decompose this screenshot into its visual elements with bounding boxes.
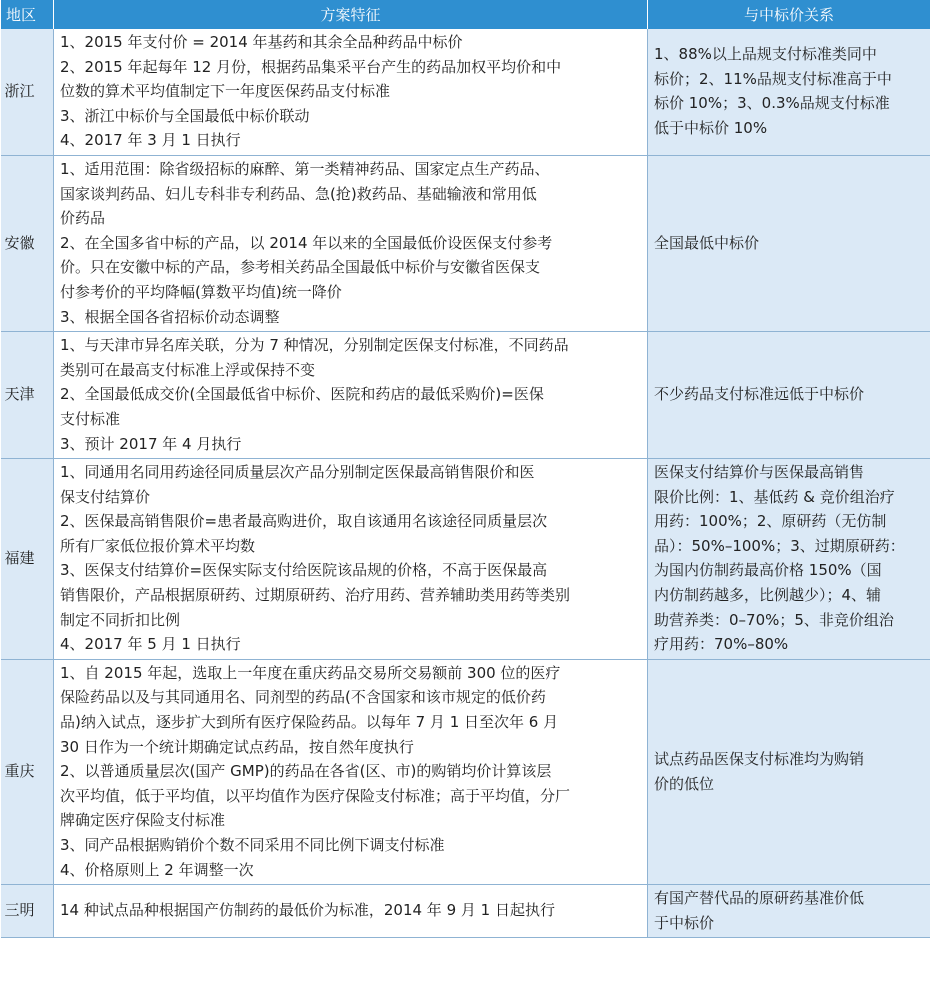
scheme-line: 类别可在最高支付标准上浮或保持不变: [60, 360, 316, 379]
scheme-line: 2、全国最低成交价(全国最低省中标价、医院和药店的最低采购价)=医保: [60, 385, 544, 404]
scheme-line: 2、在全国多省中标的产品，以 2014 年以来的全国最低价设医保支付参考: [60, 233, 553, 252]
scheme-line: 3、同产品根据购销价个数不同采用不同比例下调支付标准: [60, 836, 445, 854]
table-row: [1, 332, 930, 459]
relation-line: 限价比例：1、基低药 & 竞价组治疗: [654, 487, 895, 506]
relation-line: 品）：50%–100%；3、过期原研药：: [654, 536, 905, 555]
relation-line: 标价；2、11%品规支付标准高于中: [654, 69, 892, 88]
relation-cell: [648, 332, 930, 459]
relation-line: 1、88%以上品规支付标准类同中: [654, 45, 877, 64]
table-row: [1, 29, 930, 155]
relation-cell: [648, 29, 930, 155]
relation-line: 助营养类：0–70%；5、非竞价组治: [654, 610, 894, 629]
scheme-line: 1、与天津市异名库关联，分为 7 种情况，分别制定医保支付标准，不同药品: [60, 336, 569, 355]
table-body: [1, 29, 930, 938]
region-cell: 浙江: [1, 29, 54, 155]
relation-line: 为国内仿制药最高价格 150%（国: [654, 561, 882, 580]
scheme-line: 价。只在安徽中标的产品，参考相关药品全国最低中标价与安徽省医保支: [60, 258, 541, 277]
relation-cell: [648, 459, 930, 660]
scheme-line: 所有厂家低位报价算术平均数: [60, 536, 256, 555]
header-scheme: 方案特征: [54, 0, 648, 29]
table-row: [1, 885, 930, 938]
scheme-cell: [54, 459, 648, 660]
relation-line: 有国产替代品的原研药基准价低: [654, 889, 865, 908]
scheme-line: 1、同通用名同用药途径同质量层次产品分别制定医保最高销售限价和医: [60, 463, 535, 482]
scheme-cell: [54, 885, 648, 938]
relation-line: 全国最低中标价: [654, 233, 760, 252]
relation-line: 试点药品医保支付标准均为购销: [654, 749, 865, 768]
scheme-line: 2、以普通质量层次(国产 GMP)的药品在各省(区、市)的购销均价计算该层: [60, 762, 552, 781]
scheme-line: 价药品: [60, 209, 106, 228]
scheme-line: 保险药品以及与其同通用名、同剂型的药品(不含国家和该市规定的低价药: [60, 688, 546, 707]
region-cell: 安徽: [1, 155, 54, 331]
header-relation: 与中标价关系: [648, 0, 930, 29]
scheme-line: 1、自 2015 年起，选取上一年度在重庆药品交易所交易额前 300 位的医疗: [60, 663, 561, 682]
relation-line: 用药：100%；2、原研药（无仿制: [654, 512, 887, 531]
scheme-line: 30 日作为一个统计期确定试点药品，按自然年度执行: [60, 737, 414, 756]
relation-line: 疗用药：70%–80%: [654, 635, 789, 654]
scheme-line: 14 种试点品种根据国产仿制药的最低价为标准，2014 年 9 月 1 日起执行: [60, 901, 555, 920]
scheme-cell: [54, 155, 648, 331]
scheme-line: 1、2015 年支付价 = 2014 年基药和其余全品种药品中标价: [60, 33, 463, 51]
relation-cell: [648, 155, 930, 331]
scheme-line: 3、根据全国各省招标价动态调整: [60, 307, 280, 326]
scheme-line: 品)纳入试点，逐步扩大到所有医疗保险药品。以每年 7 月 1 日至次年 6 月: [60, 713, 559, 732]
relation-line: 标价 10%；3、0.3%品规支付标准: [654, 94, 890, 113]
scheme-line: 3、浙江中标价与全国最低中标价联动: [60, 106, 310, 125]
header-row: [1, 0, 930, 29]
scheme-line: 3、医保支付结算价=医保实际支付给医院该品规的价格，不高于医保最高: [60, 561, 548, 580]
scheme-line: 支付标准: [60, 409, 121, 428]
scheme-line: 4、2017 年 3 月 1 日执行: [60, 131, 241, 150]
scheme-line: 牌确定医疗保险支付标准: [60, 811, 226, 830]
scheme-line: 2、医保最高销售限价=患者最高购进价，取自该通用名该途径同质量层次: [60, 512, 548, 531]
table-row: [1, 659, 930, 884]
scheme-cell: [54, 659, 648, 884]
scheme-line: 付参考价的平均降幅(算数平均值)统一降价: [60, 282, 342, 301]
header-region: 地区: [1, 0, 54, 29]
relation-line: 于中标价: [654, 913, 715, 932]
scheme-line: 位数的算术平均值制定下一年度医保药品支付标准: [60, 82, 391, 101]
scheme-line: 保支付结算价: [60, 487, 151, 506]
scheme-line: 4、2017 年 5 月 1 日执行: [60, 635, 241, 654]
relation-line: 内仿制药越多，比例越少）；4、辅: [654, 586, 882, 605]
relation-line: 价的低位: [654, 774, 715, 793]
scheme-line: 次平均值，低于平均值，以平均值作为医疗保险支付标准；高于平均值，分厂: [60, 786, 571, 805]
scheme-cell: [54, 332, 648, 459]
scheme-line: 3、预计 2017 年 4 月执行: [60, 434, 242, 453]
scheme-cell: [54, 29, 648, 155]
relation-cell: [648, 885, 930, 938]
relation-line: 不少药品支付标准远低于中标价: [654, 385, 865, 404]
scheme-line: 2、2015 年起每年 12 月份，根据药品集采平台产生的药品加权平均价和中: [60, 57, 562, 76]
relation-cell: [648, 659, 930, 884]
relation-line: 低于中标价 10%: [654, 119, 768, 138]
scheme-line: 销售限价，产品根据原研药、过期原研药、治疗用药、营养辅助类用药等类别: [60, 586, 571, 605]
scheme-line: 制定不同折扣比例: [60, 610, 181, 629]
scheme-line: 4、价格原则上 2 年调整一次: [60, 860, 254, 879]
relation-line: 医保支付结算价与医保最高销售: [654, 463, 865, 482]
region-cell: 三明: [1, 885, 54, 938]
table-row: [1, 155, 930, 331]
scheme-line: 国家谈判药品、妇儿专科非专利药品、急(抢)救药品、基础输液和常用低: [60, 184, 537, 203]
region-cell: 福建: [1, 459, 54, 660]
region-cell: 重庆: [1, 659, 54, 884]
region-cell: 天津: [1, 332, 54, 459]
scheme-line: 1、适用范围：除省级招标的麻醉、第一类精神药品、国家定点生产药品、: [60, 159, 550, 178]
table-row: [1, 459, 930, 660]
